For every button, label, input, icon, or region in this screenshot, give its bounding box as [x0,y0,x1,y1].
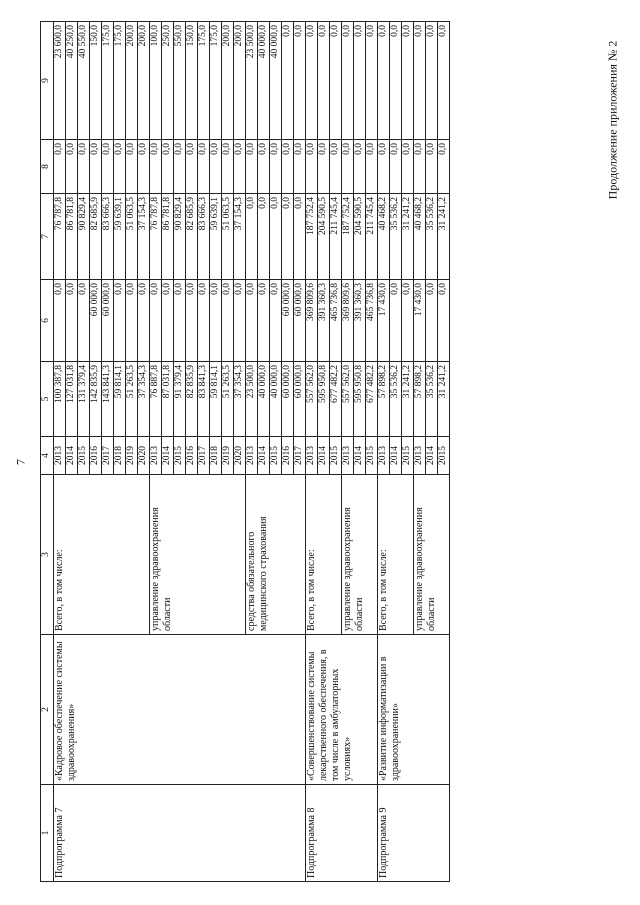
table-row [306,22,318,882]
amount-cell: 0,0 [222,280,234,362]
amount-cell: 0,0 [150,280,162,362]
amount-cell: 51 263,5 [222,362,234,437]
amount-cell: 60 000,0 [282,362,294,437]
amount-cell: 86 781,8 [66,194,78,280]
amount-cell: 0,0 [438,140,450,194]
amount-cell: 0,0 [246,140,258,194]
amount-cell: 0,0 [390,280,402,362]
amount-cell: 0,0 [342,140,354,194]
amount-cell: 391 360,3 [318,280,330,362]
rotated-table-wrapper [40,22,590,882]
year-cell: 2013 [414,437,426,475]
amount-cell: 31 241,2 [438,362,450,437]
amount-cell: 0,0 [246,280,258,362]
amount-cell: 0,0 [426,280,438,362]
amount-cell: 204 590,5 [354,194,366,280]
amount-cell: 142 835,9 [90,362,102,437]
amount-cell: 250,0 [162,22,174,140]
year-cell: 2015 [174,437,186,475]
amount-cell: 200,0 [234,22,246,140]
year-cell: 2015 [402,437,414,475]
amount-cell: 465 736,8 [330,280,342,362]
subprogram-name: «Кадровое обеспечение системы здравоохранения» [54,635,306,785]
amount-cell: 23 500,0 [246,22,258,140]
amount-cell: 0,0 [378,140,390,194]
amount-cell: 0,0 [426,22,438,140]
amount-cell: 0,0 [414,22,426,140]
amount-cell: 0,0 [102,140,114,194]
amount-cell: 51 063,5 [126,194,138,280]
amount-cell: 211 745,4 [366,194,378,280]
amount-cell: 40 250,0 [66,22,78,140]
amount-cell: 100 387,8 [54,362,66,437]
amount-cell: 40 468,2 [414,194,426,280]
amount-cell: 87 031,8 [162,362,174,437]
amount-cell: 60 000,0 [90,280,102,362]
amount-cell: 0,0 [330,140,342,194]
amount-cell: 175,0 [102,22,114,140]
amount-cell: 0,0 [198,140,210,194]
funding-source-total: Всего, в том числе: [378,475,414,635]
amount-cell: 31 241,2 [402,194,414,280]
year-cell: 2014 [354,437,366,475]
amount-cell: 150,0 [186,22,198,140]
amount-cell: 40 000,0 [270,22,282,140]
amount-cell: 76 887,8 [150,362,162,437]
year-cell: 2016 [282,437,294,475]
amount-cell: 0,0 [90,140,102,194]
column-number: 8 [41,140,54,194]
amount-cell: 0,0 [114,140,126,194]
year-cell: 2013 [54,437,66,475]
funding-source-insurance-fund: средства обязательного медицинского страхования [246,475,306,635]
amount-cell: 0,0 [246,194,258,280]
amount-cell: 86 781,8 [162,194,174,280]
amount-cell: 0,0 [330,22,342,140]
amount-cell: 100,0 [150,22,162,140]
amount-cell: 90 829,4 [174,194,186,280]
amount-cell: 0,0 [306,140,318,194]
amount-cell: 35 536,2 [390,194,402,280]
funding-source-management: управление здравоохранения области [150,475,246,635]
table-body [41,22,450,882]
amount-cell: 0,0 [138,280,150,362]
amount-cell: 17 430,0 [378,280,390,362]
amount-cell: 0,0 [366,140,378,194]
amount-cell: 200,0 [126,22,138,140]
amount-cell: 40 000,0 [258,362,270,437]
budget-table [40,21,450,882]
year-cell: 2013 [150,437,162,475]
amount-cell: 204 590,5 [318,194,330,280]
amount-cell: 82 685,9 [186,194,198,280]
amount-cell: 0,0 [234,140,246,194]
subprogram-number: Подпрограмма 8 [306,785,378,882]
amount-cell: 557 562,0 [342,362,354,437]
year-cell: 2017 [198,437,210,475]
amount-cell: 0,0 [126,280,138,362]
column-number: 6 [41,280,54,362]
amount-cell: 0,0 [210,280,222,362]
year-cell: 2013 [342,437,354,475]
table-row [378,22,390,882]
amount-cell: 0,0 [162,140,174,194]
amount-cell: 187 752,4 [306,194,318,280]
amount-cell: 83 666,3 [102,194,114,280]
amount-cell: 60 000,0 [102,280,114,362]
amount-cell: 51 263,5 [126,362,138,437]
amount-cell: 51 063,5 [222,194,234,280]
year-cell: 2017 [294,437,306,475]
amount-cell: 677 482,2 [366,362,378,437]
amount-cell: 0,0 [210,140,222,194]
subprogram-number: Подпрограмма 7 [54,785,306,882]
amount-cell: 0,0 [318,22,330,140]
amount-cell: 0,0 [198,280,210,362]
amount-cell: 0,0 [78,140,90,194]
amount-cell: 175,0 [114,22,126,140]
amount-cell: 0,0 [354,22,366,140]
year-cell: 2020 [234,437,246,475]
amount-cell: 0,0 [402,280,414,362]
amount-cell: 0,0 [318,140,330,194]
subprogram-number: Подпрограмма 9 [378,785,450,882]
amount-cell: 0,0 [390,140,402,194]
subprogram-name: «Совершенствование системы лекарственного обеспечения, в том числе в амбулаторных условиях» [306,635,378,785]
amount-cell: 0,0 [186,140,198,194]
amount-cell: 57 898,2 [414,362,426,437]
column-number: 3 [41,475,54,635]
amount-cell: 0,0 [174,280,186,362]
year-cell: 2020 [138,437,150,475]
amount-cell: 60 000,0 [294,280,306,362]
year-cell: 2015 [330,437,342,475]
amount-cell: 0,0 [54,140,66,194]
amount-cell: 37 354,3 [138,362,150,437]
amount-cell: 0,0 [270,194,282,280]
year-cell: 2013 [378,437,390,475]
column-number: 1 [41,785,54,882]
amount-cell: 0,0 [354,140,366,194]
year-cell: 2014 [426,437,438,475]
column-number: 4 [41,437,54,475]
amount-cell: 0,0 [162,280,174,362]
column-number: 2 [41,635,54,785]
amount-cell: 17 430,0 [414,280,426,362]
year-cell: 2018 [114,437,126,475]
amount-cell: 31 241,2 [402,362,414,437]
year-cell: 2019 [222,437,234,475]
amount-cell: 0,0 [186,280,198,362]
amount-cell: 595 950,8 [318,362,330,437]
amount-cell: 0,0 [438,22,450,140]
amount-cell: 550,0 [174,22,186,140]
amount-cell: 59 814,1 [210,362,222,437]
amount-cell: 0,0 [258,140,270,194]
amount-cell: 83 841,3 [198,362,210,437]
amount-cell: 211 745,4 [330,194,342,280]
amount-cell: 37 354,3 [234,362,246,437]
amount-cell: 200,0 [138,22,150,140]
amount-cell: 369 809,6 [342,280,354,362]
amount-cell: 0,0 [258,194,270,280]
amount-cell: 40 550,0 [78,22,90,140]
amount-cell: 0,0 [390,22,402,140]
amount-cell: 35 536,2 [426,362,438,437]
amount-cell: 37 154,3 [138,194,150,280]
amount-cell: 0,0 [114,280,126,362]
year-cell: 2015 [438,437,450,475]
amount-cell: 83 666,3 [198,194,210,280]
amount-cell: 0,0 [282,22,294,140]
amount-cell: 0,0 [342,22,354,140]
amount-cell: 82 685,9 [90,194,102,280]
amount-cell: 0,0 [54,280,66,362]
amount-cell: 0,0 [366,22,378,140]
amount-cell: 0,0 [306,22,318,140]
column-number: 7 [41,194,54,280]
amount-cell: 557 562,0 [306,362,318,437]
year-cell: 2014 [162,437,174,475]
amount-cell: 0,0 [282,140,294,194]
year-cell: 2016 [90,437,102,475]
year-cell: 2013 [306,437,318,475]
amount-cell: 90 829,4 [78,194,90,280]
year-cell: 2016 [186,437,198,475]
funding-source-total: Всего, в том числе: [54,475,150,635]
amount-cell: 59 639,1 [210,194,222,280]
year-cell: 2014 [66,437,78,475]
amount-cell: 143 841,3 [102,362,114,437]
funding-source-management: управление здравоохранения области [414,475,450,635]
amount-cell: 23 500,0 [246,362,258,437]
column-number: 9 [41,22,54,140]
amount-cell: 175,0 [210,22,222,140]
amount-cell: 369 809,6 [306,280,318,362]
page-number: 7 [13,459,28,465]
column-number: 5 [41,362,54,437]
year-cell: 2015 [270,437,282,475]
amount-cell: 175,0 [198,22,210,140]
amount-cell: 465 736,8 [366,280,378,362]
amount-cell: 0,0 [270,280,282,362]
amount-cell: 0,0 [138,140,150,194]
amount-cell: 40 000,0 [258,22,270,140]
amount-cell: 0,0 [234,280,246,362]
amount-cell: 0,0 [174,140,186,194]
amount-cell: 127 031,8 [66,362,78,437]
funding-source-management: управление здравоохранения области [342,475,378,635]
year-cell: 2014 [258,437,270,475]
amount-cell: 0,0 [66,140,78,194]
amount-cell: 677 482,2 [330,362,342,437]
amount-cell: 391 360,3 [354,280,366,362]
amount-cell: 35 536,2 [390,362,402,437]
continuation-caption: Продолжение приложения № 2 [605,40,620,200]
amount-cell: 37 154,3 [234,194,246,280]
amount-cell: 0,0 [282,194,294,280]
table-row [54,22,66,882]
amount-cell: 76 787,8 [54,194,66,280]
amount-cell: 187 752,4 [342,194,354,280]
amount-cell: 59 639,1 [114,194,126,280]
amount-cell: 0,0 [150,140,162,194]
amount-cell: 31 241,2 [438,194,450,280]
amount-cell: 0,0 [294,22,306,140]
amount-cell: 76 787,8 [150,194,162,280]
amount-cell: 23 600,0 [54,22,66,140]
amount-cell: 0,0 [402,22,414,140]
amount-cell: 0,0 [78,280,90,362]
amount-cell: 0,0 [402,140,414,194]
year-cell: 2015 [78,437,90,475]
amount-cell: 35 536,2 [426,194,438,280]
amount-cell: 40 468,2 [378,194,390,280]
amount-cell: 150,0 [90,22,102,140]
year-cell: 2018 [210,437,222,475]
amount-cell: 0,0 [294,140,306,194]
funding-source-total: Всего, в том числе: [306,475,342,635]
amount-cell: 0,0 [222,140,234,194]
year-cell: 2019 [126,437,138,475]
amount-cell: 200,0 [222,22,234,140]
amount-cell: 0,0 [438,280,450,362]
amount-cell: 40 000,0 [270,362,282,437]
year-cell: 2014 [390,437,402,475]
header-row [41,22,54,882]
amount-cell: 0,0 [378,22,390,140]
amount-cell: 60 000,0 [294,362,306,437]
amount-cell: 0,0 [294,194,306,280]
year-cell: 2013 [246,437,258,475]
amount-cell: 0,0 [270,140,282,194]
amount-cell: 91 379,4 [174,362,186,437]
amount-cell: 0,0 [126,140,138,194]
subprogram-name: «Развитие информатизации в здравоохранении» [378,635,450,785]
amount-cell: 0,0 [66,280,78,362]
amount-cell: 59 814,1 [114,362,126,437]
amount-cell: 0,0 [258,280,270,362]
amount-cell: 57 898,2 [378,362,390,437]
amount-cell: 595 950,8 [354,362,366,437]
amount-cell: 60 000,0 [282,280,294,362]
amount-cell: 0,0 [426,140,438,194]
amount-cell: 82 835,9 [186,362,198,437]
amount-cell: 0,0 [414,140,426,194]
year-cell: 2017 [102,437,114,475]
year-cell: 2014 [318,437,330,475]
amount-cell: 131 379,4 [78,362,90,437]
year-cell: 2015 [366,437,378,475]
